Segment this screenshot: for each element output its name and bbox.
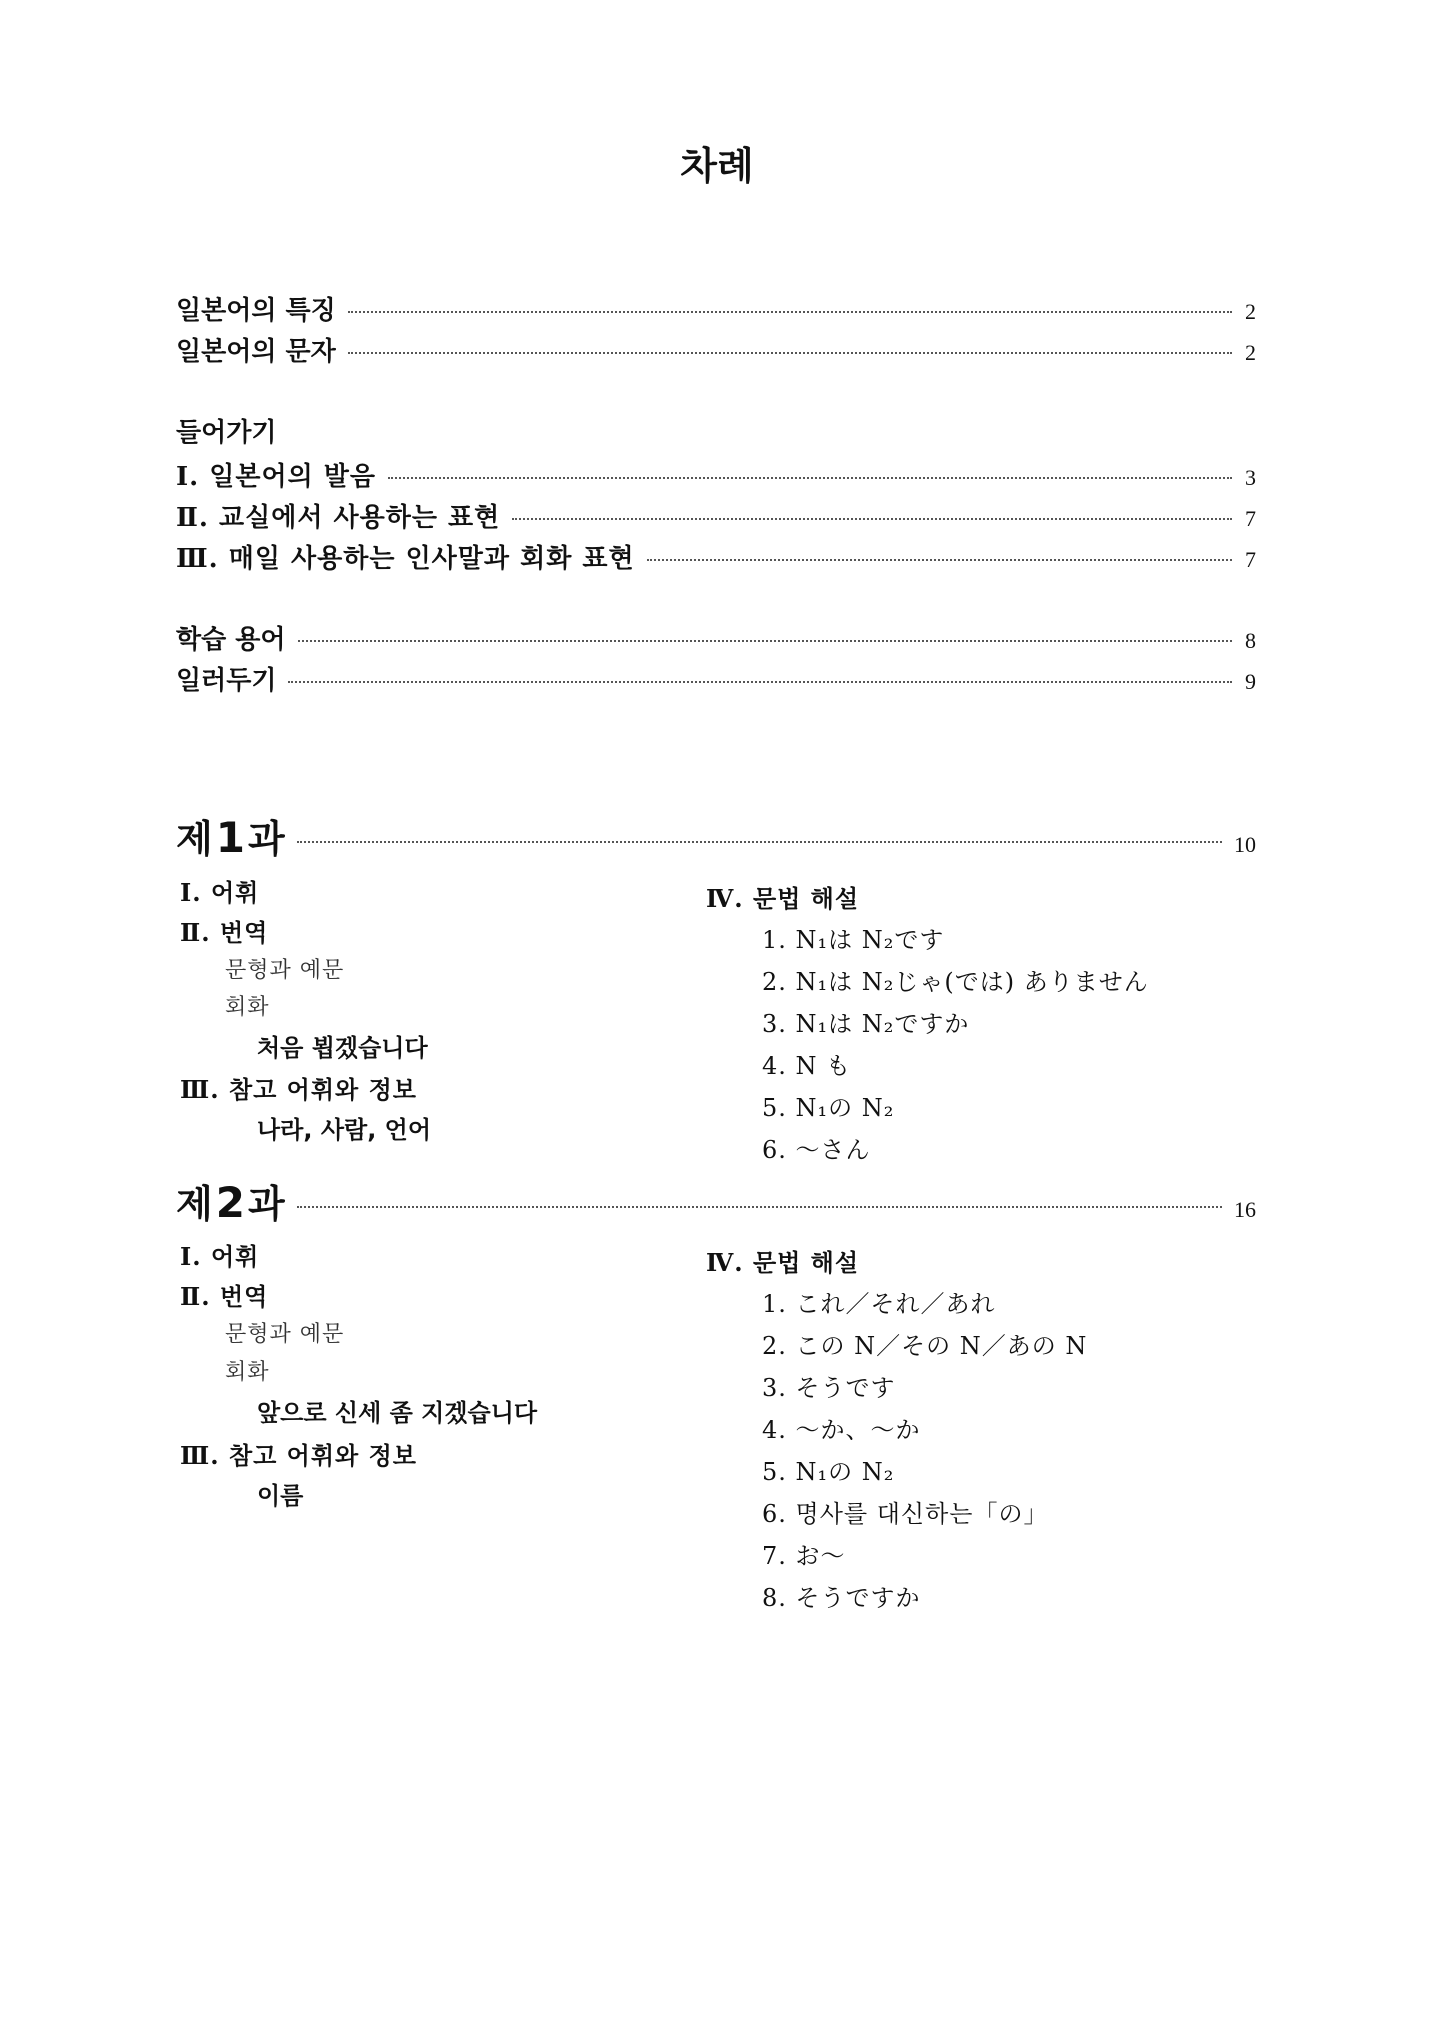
lesson-1-conversation[interactable]: 회화 [225, 995, 270, 1020]
dot-leader [348, 311, 1232, 313]
toc-entry[interactable] [176, 660, 1256, 697]
toc-entry-page: 7 [1245, 506, 1256, 531]
lesson-2-grammar-heading[interactable]: Ⅳ. 문법 해설 [706, 1248, 860, 1277]
lesson-2-reference-detail[interactable]: 이름 [257, 1482, 304, 1510]
dot-leader [348, 352, 1232, 354]
toc-entry[interactable] [176, 619, 1256, 656]
lesson-page: 10 [1234, 832, 1256, 857]
lesson-1-vocab[interactable]: Ⅰ. 어휘 [180, 878, 260, 907]
grammar-item[interactable]: 6. 명사를 대신하는「の」 [762, 1500, 1049, 1528]
lesson-1-heading[interactable] [176, 808, 1256, 863]
lesson-page: 16 [1234, 1197, 1256, 1222]
toc-entry-page: 8 [1245, 628, 1256, 653]
grammar-item[interactable]: 2. この N／その N／あの N [762, 1332, 1088, 1360]
lesson-2-reference[interactable]: Ⅲ. 참고 어휘와 정보 [180, 1441, 417, 1470]
lesson-title: 제1과 [176, 813, 285, 862]
toc-entry-page: 2 [1245, 299, 1256, 324]
toc-entry-page: 3 [1245, 465, 1256, 490]
toc-entry[interactable] [176, 497, 1256, 534]
page-title: 차례 [680, 144, 754, 188]
lesson-2-conversation[interactable]: 회화 [225, 1360, 270, 1385]
toc-entry[interactable] [176, 456, 1256, 493]
grammar-item[interactable]: 5. N₁の N₂ [762, 1458, 895, 1486]
toc-entry-label: Ⅱ. 교실에서 사용하는 표현 [176, 503, 501, 533]
toc-entry-label: Ⅲ. 매일 사용하는 인사말과 회화 표현 [176, 544, 635, 574]
toc-entry[interactable] [176, 290, 1256, 327]
dot-leader [297, 841, 1222, 843]
toc-entry-label: 일본어의 특징 [176, 296, 336, 326]
toc-entry-label: Ⅰ. 일본어의 발음 [176, 462, 377, 492]
lesson-2-dialogue-title[interactable]: 앞으로 신세 좀 지겠습니다 [257, 1399, 538, 1427]
dot-leader [388, 477, 1232, 479]
lesson-1-grammar-heading[interactable]: Ⅳ. 문법 해설 [706, 884, 860, 913]
lesson-1-translation[interactable]: Ⅱ. 번역 [180, 918, 269, 947]
section-heading-warmup: 들어가기 [176, 418, 277, 448]
dot-leader [288, 681, 1232, 683]
lesson-1-pattern[interactable]: 문형과 예문 [225, 958, 345, 983]
grammar-item[interactable]: 4. N も [762, 1052, 852, 1080]
grammar-item[interactable]: 1. これ／それ／あれ [762, 1290, 996, 1318]
lesson-title: 제2과 [176, 1178, 285, 1227]
grammar-item[interactable]: 3. そうです [762, 1374, 896, 1402]
grammar-item[interactable]: 3. N₁は N₂ですか [762, 1010, 970, 1038]
toc-entry[interactable] [176, 331, 1256, 368]
grammar-item[interactable]: 1. N₁は N₂です [762, 926, 945, 954]
grammar-item[interactable]: 8. そうですか [762, 1584, 921, 1612]
toc-entry-page: 7 [1245, 547, 1256, 572]
toc-entry-label: 학습 용어 [176, 625, 286, 655]
toc-entry-page: 9 [1245, 669, 1256, 694]
grammar-item[interactable]: 6. ～さん [762, 1136, 871, 1164]
dot-leader [298, 640, 1232, 642]
lesson-2-pattern[interactable]: 문형과 예문 [225, 1322, 345, 1347]
lesson-1-dialogue-title[interactable]: 처음 뵙겠습니다 [257, 1034, 428, 1062]
grammar-item[interactable]: 7. お～ [762, 1542, 846, 1570]
lesson-1-reference[interactable]: Ⅲ. 참고 어휘와 정보 [180, 1075, 417, 1104]
lesson-2-heading[interactable] [176, 1173, 1256, 1228]
toc-entry-label: 일본어의 문자 [176, 337, 336, 367]
dot-leader [647, 559, 1232, 561]
dot-leader [297, 1206, 1222, 1208]
toc-entry[interactable] [176, 538, 1256, 575]
toc-entry-page: 2 [1245, 340, 1256, 365]
grammar-item[interactable]: 2. N₁は N₂じゃ(では) ありません [762, 968, 1149, 996]
lesson-1-reference-detail[interactable]: 나라, 사람, 언어 [257, 1116, 432, 1144]
toc-entry-label: 일러두기 [176, 666, 277, 696]
lesson-2-translation[interactable]: Ⅱ. 번역 [180, 1282, 269, 1311]
dot-leader [512, 518, 1232, 520]
lesson-2-vocab[interactable]: Ⅰ. 어휘 [180, 1242, 260, 1271]
grammar-item[interactable]: 5. N₁の N₂ [762, 1094, 895, 1122]
grammar-item[interactable]: 4. ～か、～か [762, 1416, 921, 1444]
